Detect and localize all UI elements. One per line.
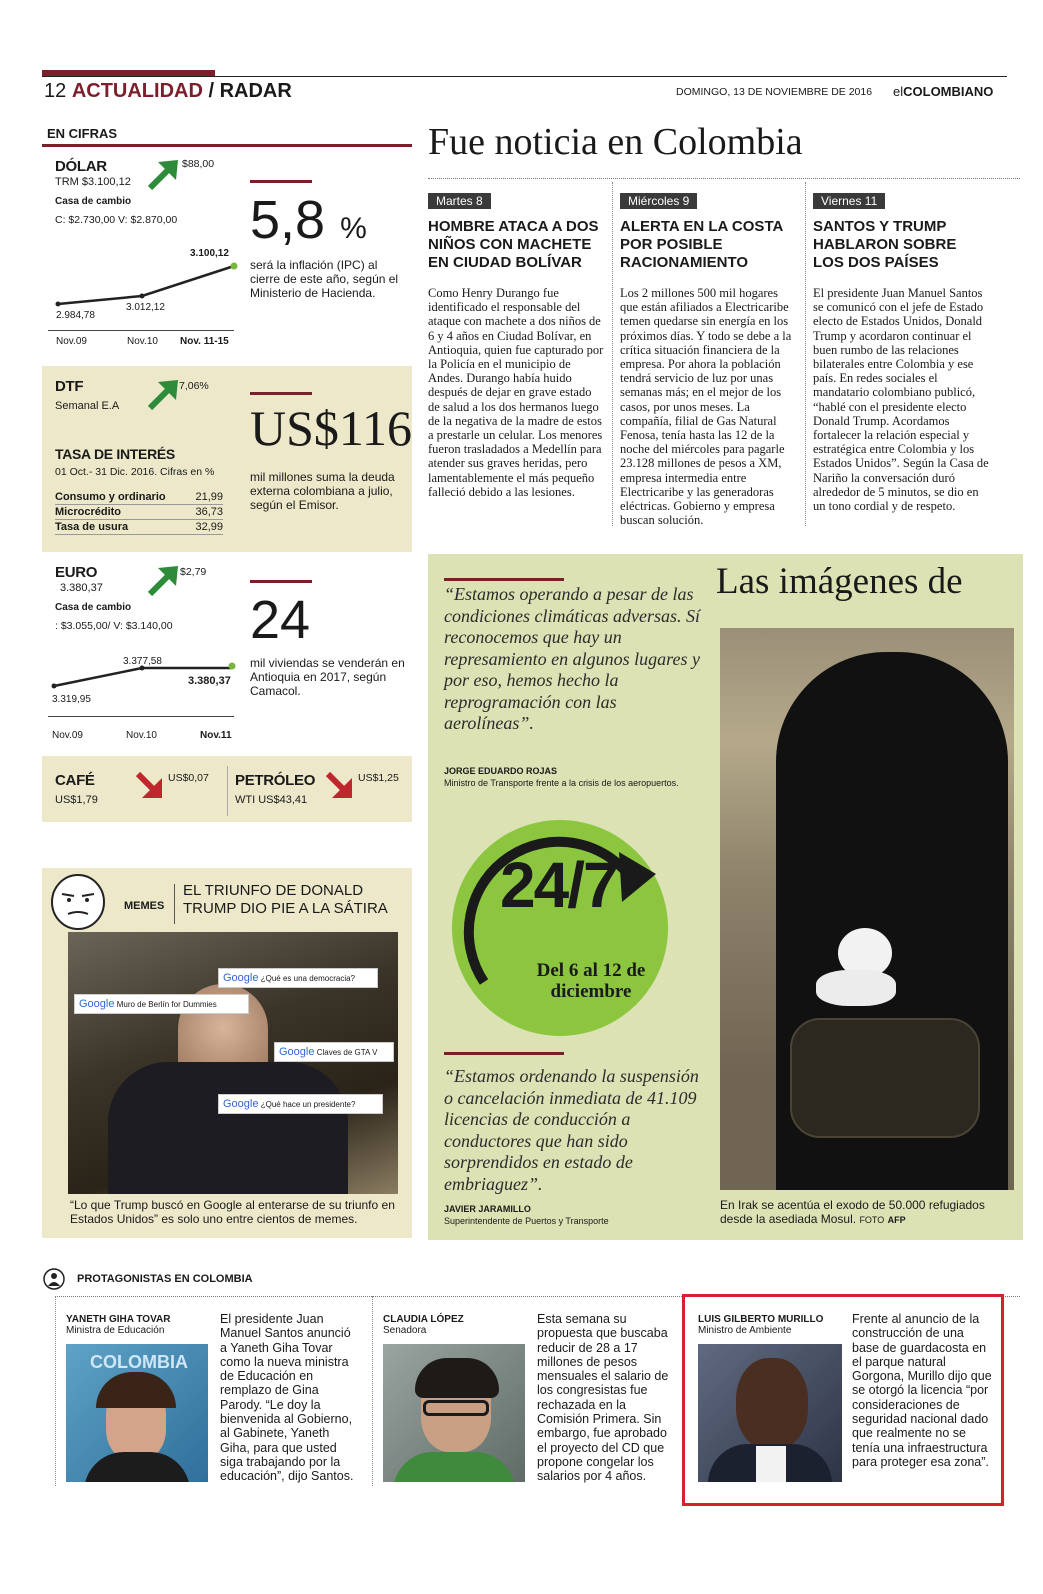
google-logo: Google (279, 1046, 315, 1058)
quote1-rule (444, 578, 564, 581)
dolar-casa-values: C: $2.730,00 V: $2.870,00 (55, 214, 178, 226)
euro-point-2: 3.377,58 (123, 656, 162, 667)
noticia-day: Viernes 11 (813, 193, 885, 209)
protagonist-card (66, 1314, 216, 1336)
tasa-period: 01 Oct.- 31 Dic. 2016. Cifras en % (55, 466, 215, 478)
trump-suit-shape (108, 1062, 348, 1194)
quote1-role: Ministro de Transporte frente a la crisis de los aeropuertos. (444, 778, 679, 788)
noticia-day: Miércoles 9 (620, 193, 697, 209)
stat1-value-wrap (250, 190, 367, 259)
protagonist-text: Frente al anuncio de la construcción de una base de guardacosta en el parque natural Gorgona, Murillo dijo que se otorgó la licencia “por consideraciones de seguridad nacional dado que realmente no se tenía una infraestructura para proteger esa zona”. (852, 1312, 992, 1469)
noticia-body: Los 2 millones 500 mil hogares que están afiliados a Electricaribe temen quedarse sin energía en los próximos días. Y todo se debe a la crítica situación financiera de la empresa. Por ahora la población tendrá servicio de luz por unas semanas más; en el mejor de los casos, por unos meses. La compañía, filial de Gas Natural Fenosa, tenía hasta las 12 de la noche del miércoles para pagarle 23.128 millones de pesos a XM, empresa intermedia entre Electricaribe y las generadoras eléctricas. Gobierno y empresa buscan solución. (620, 286, 792, 528)
tasa-table (55, 490, 223, 535)
euro-point-1: 3.319,95 (52, 694, 91, 705)
google-query: Muro de Berlín for Dummies (116, 1000, 217, 1009)
protagonistas-title: PROTAGONISTAS EN COLOMBIA (77, 1273, 253, 1285)
euro-label-1: Nov.09 (52, 730, 83, 741)
stat3-rule (250, 580, 312, 583)
stat1-rule (250, 180, 312, 183)
arrow-up-icon (146, 376, 182, 412)
tasa-row (55, 490, 223, 505)
person-icon (43, 1268, 65, 1290)
calendar-cycle-icon (444, 812, 694, 1042)
giha-photo (66, 1344, 208, 1482)
euro-block (42, 556, 242, 746)
stat1-unit: % (340, 212, 367, 245)
dolar-point-3: 3.100,12 (190, 248, 229, 259)
column-divider (372, 1296, 373, 1486)
glasses-icon (423, 1400, 489, 1416)
protagonist-role: Senadora (383, 1325, 427, 1336)
dolar-casa-label: Casa de cambio (55, 196, 132, 207)
person-clothes-shape (393, 1452, 515, 1482)
google-query: Claves de GTA V (316, 1048, 378, 1057)
petroleo-value: WTI US$43,41 (235, 794, 308, 806)
arrow-down-icon (134, 770, 166, 802)
protagonist-role: Ministra de Educación (66, 1325, 165, 1336)
imagenes-title: Las imágenes de (716, 561, 963, 602)
brand-logo (893, 84, 993, 99)
person-face-shape (736, 1358, 808, 1450)
noticia-item (620, 192, 796, 527)
noticia-body: El presidente Juan Manuel Santos se comunicó con el jefe de Estado electo de Estados Unidos, Donald Trump y acordaron continuar el buen rumbo de las relaciones bilaterales entre Colombia y ese país. En redes sociales el mandatario colombiano publicó, “hablé con el presidente electo Donald Trump. Acordamos fortalecer la relación especial y estratégica entre Colombia y los Estados Unidos”. Según la Casa de Nariño la conversación duró alrededor de 5 minutos, se dio en un tono cordial y de respeto. (813, 286, 989, 514)
photo-backdrop-text: COLOMBIA (90, 1352, 188, 1372)
dolar-label-1: Nov.09 (56, 336, 87, 347)
dolar-trm: TRM $3.100,12 (55, 176, 131, 188)
quote2-author: JAVIER JARAMILLO (444, 1204, 531, 1214)
quote1-text: “Estamos operando a pesar de las condiciones climáticas adversas. Sí reconocemos que hay un represamiento en algunos lugares y por eso, hemos hecho la reprogramación con las aerolíneas”. (444, 584, 700, 733)
protagonist-text: Esta semana su propuesta que buscaba reducir de 28 a 17 millones de pesos mensuales el salario de los congresistas fue rechazada en la Comisión Primera. Sin embargo, fue aprobado el proyecto del CD que propone congelar los salarios por 4 años. (537, 1312, 669, 1484)
dtf-block (42, 366, 412, 552)
protagonist-card (698, 1314, 848, 1336)
frases-panel (428, 554, 1023, 1240)
brand-prefix: el (893, 84, 904, 99)
dolar-axis (48, 330, 234, 331)
google-logo: Google (223, 972, 259, 984)
dolar-change: $88,00 (182, 158, 215, 170)
commodities-divider (227, 766, 228, 816)
murillo-photo (698, 1344, 842, 1482)
noticia-item (813, 192, 991, 513)
google-search-bar (74, 994, 249, 1014)
big-number-dates: Del 6 al 12 de diciembre (536, 960, 646, 1002)
stat3-value: 24 (250, 590, 311, 650)
noticia-body: Como Henry Durango fue identificado el responsable del ataque con machete a dos niños de 6 y 4 años en Ciudad Bolívar, en Antioquia, quien fue capturado por la Policía en el municipio de Andes. Durango había huido después de dejar en grave estado de salud a los dos hermanos luego de la negativa de la madre de estos a prestarle un celular. Los menores fueron trasladados a Medellín para atender sus graves heridas, pero lamentablemente el más pequeño falleció debido a las lesiones. (428, 286, 604, 499)
page-number: 12 (44, 80, 67, 102)
tasa-row-value: 32,99 (195, 521, 223, 533)
trump-meme-photo (68, 932, 398, 1194)
column-divider (55, 1296, 56, 1486)
stat1-value: 5,8 (250, 190, 326, 250)
protagonist-card (383, 1314, 533, 1336)
photo-credit: AFP (887, 1215, 906, 1225)
commodities-block (42, 756, 412, 822)
google-query: ¿Qué es una democracia? (260, 974, 355, 983)
header-date: DOMINGO, 13 DE NOVIEMBRE DE 2016 (676, 86, 873, 98)
shirt-collar-shape (756, 1446, 786, 1482)
cafe-change: US$0,07 (168, 772, 209, 784)
memes-divider (174, 884, 175, 924)
euro-label-3: Nov.11 (200, 730, 232, 741)
euro-point-3: 3.380,37 (188, 675, 231, 687)
euro-change: $2,79 (180, 566, 207, 578)
bag-shape (790, 1018, 980, 1138)
stat2-rule (250, 392, 312, 395)
memes-title: EL TRIUNFO DE DONALD TRUMP DIO PIE A LA SÁTIRA (183, 882, 388, 917)
protagonist-name: LUIS GILBERTO MURILLO (698, 1314, 824, 1325)
dtf-name: DTF (55, 378, 84, 395)
noticia-headline: ALERTA EN LA COSTA POR POSIBLE RACIONAMIENTO (620, 218, 783, 271)
quote2-text: “Estamos ordenando la suspensión o cancelación inmediata de 41.109 licencias de conducción a conductores que han sido sorprendidos en estado de embriaguez”. (444, 1066, 699, 1194)
protagonist-role: Ministro de Ambiente (698, 1325, 792, 1336)
noticia-day: Martes 8 (428, 193, 491, 209)
stat3-text: mil viviendas se venderán en Antioquia en 2017, según Camacol. (250, 656, 405, 698)
protagonist-name: CLAUDIA LÓPEZ (383, 1314, 464, 1325)
arrow-down-icon (324, 770, 356, 802)
google-logo: Google (223, 1098, 259, 1110)
tasa-row-label: Consumo y ordinario (55, 491, 166, 503)
memes-caption: “Lo que Trump buscó en Google al enterarse de su triunfo en Estados Unidos” es solo uno entre cientos de memes. (70, 1198, 395, 1226)
imagenes-caption-text: En Irak se acentúa el exodo de 50.000 refugiados desde la asediada Mosul. (720, 1198, 985, 1226)
noticias-rule (428, 178, 1020, 179)
euro-casa-values: : $3.055,00/ V: $3.140,00 (55, 620, 173, 632)
lopez-photo (383, 1344, 525, 1482)
memes-block (42, 868, 412, 1238)
quote2-rule (444, 1052, 564, 1055)
noticias-title: Fue noticia en Colombia (428, 121, 803, 163)
arrow-up-icon (146, 562, 182, 598)
protagonist-text: El presidente Juan Manuel Santos anunció a Yaneth Giha Tovar como la nueva ministra de Educación en remplazo de Gina Parody. “Le doy la bienvenida al Gobierno, al Gabinete, Yaneth Giha, para que usted siga trabajando por la educación”, dijo Santos. (220, 1312, 354, 1484)
cafe-name: CAFÉ (55, 772, 95, 789)
euro-axis (48, 716, 234, 717)
tasa-row-label: Microcrédito (55, 506, 122, 518)
tasa-title: TASA DE INTERÉS (55, 446, 175, 462)
tasa-row-label: Tasa de usura (55, 521, 129, 533)
subsection-name: / RADAR (208, 80, 292, 102)
euro-label-2: Nov.10 (126, 730, 157, 741)
google-search-bar (218, 1094, 383, 1114)
column-divider (805, 182, 806, 526)
dtf-change: 7,06% (179, 380, 209, 392)
dtf-sub: Semanal E.A (55, 400, 120, 412)
protagonist-name: YANETH GIHA TOVAR (66, 1314, 171, 1325)
person-clothes-shape (84, 1452, 190, 1482)
dolar-label-2: Nov.10 (127, 336, 158, 347)
cifras-rule (42, 144, 412, 147)
euro-casa-label: Casa de cambio (55, 602, 132, 613)
dolar-point-2: 3.012,12 (126, 302, 165, 313)
stat2-value: US$116 (250, 400, 413, 456)
quote1-author: JORGE EDUARDO ROJAS (444, 766, 558, 776)
cat-body-shape (816, 970, 896, 1006)
person-hair-shape (415, 1358, 499, 1398)
tasa-row (55, 505, 223, 520)
header-title (44, 80, 292, 103)
tasa-row (55, 520, 223, 535)
google-logo: Google (79, 998, 115, 1010)
google-search-bar (218, 968, 378, 988)
photo-credit-label: FOTO (859, 1215, 885, 1225)
meme-face-icon (48, 872, 108, 930)
noticia-item (428, 192, 604, 499)
section-name: ACTUALIDAD (71, 80, 203, 102)
cafe-value: US$1,79 (55, 794, 98, 806)
dolar-point-1: 2.984,78 (56, 310, 95, 321)
mosul-photo (720, 628, 1014, 1190)
euro-name: EURO (55, 564, 98, 581)
person-hair-shape (96, 1372, 176, 1408)
big-number: 24/7 (500, 849, 617, 921)
dolar-label-3: Nov. 11-15 (180, 336, 229, 347)
stat2-text: mil millones suma la deuda externa colombiana a julio, según el Emisor. (250, 470, 395, 512)
cifras-title: EN CIFRAS (47, 126, 118, 141)
petroleo-change: US$1,25 (358, 772, 399, 784)
noticia-headline: HOMBRE ATACA A DOS NIÑOS CON MACHETE EN CIUDAD BOLÍVAR (428, 218, 599, 271)
arrow-up-icon (146, 156, 182, 192)
header-rule (42, 76, 1007, 77)
tasa-row-value: 36,73 (195, 506, 223, 518)
memes-label: MEMES (124, 900, 165, 912)
imagenes-caption (720, 1198, 1014, 1227)
google-query: ¿Qué hace un presidente? (260, 1100, 356, 1109)
dolar-name: DÓLAR (55, 158, 107, 175)
quote2-role: Superintendente de Puertos y Transporte (444, 1216, 609, 1226)
brand-name: COLOMBIANO (903, 84, 994, 99)
tasa-row-value: 21,99 (195, 491, 223, 503)
dolar-block (42, 150, 242, 360)
noticia-headline: SANTOS Y TRUMP HABLARON SOBRE LOS DOS PAÍSES (813, 218, 957, 271)
petroleo-name: PETRÓLEO (235, 772, 316, 789)
google-search-bar (274, 1042, 394, 1062)
euro-value: 3.380,37 (60, 582, 103, 594)
column-divider (612, 182, 613, 526)
stat1-text: será la inflación (IPC) al cierre de este año, según el Ministerio de Hacienda. (250, 258, 399, 300)
